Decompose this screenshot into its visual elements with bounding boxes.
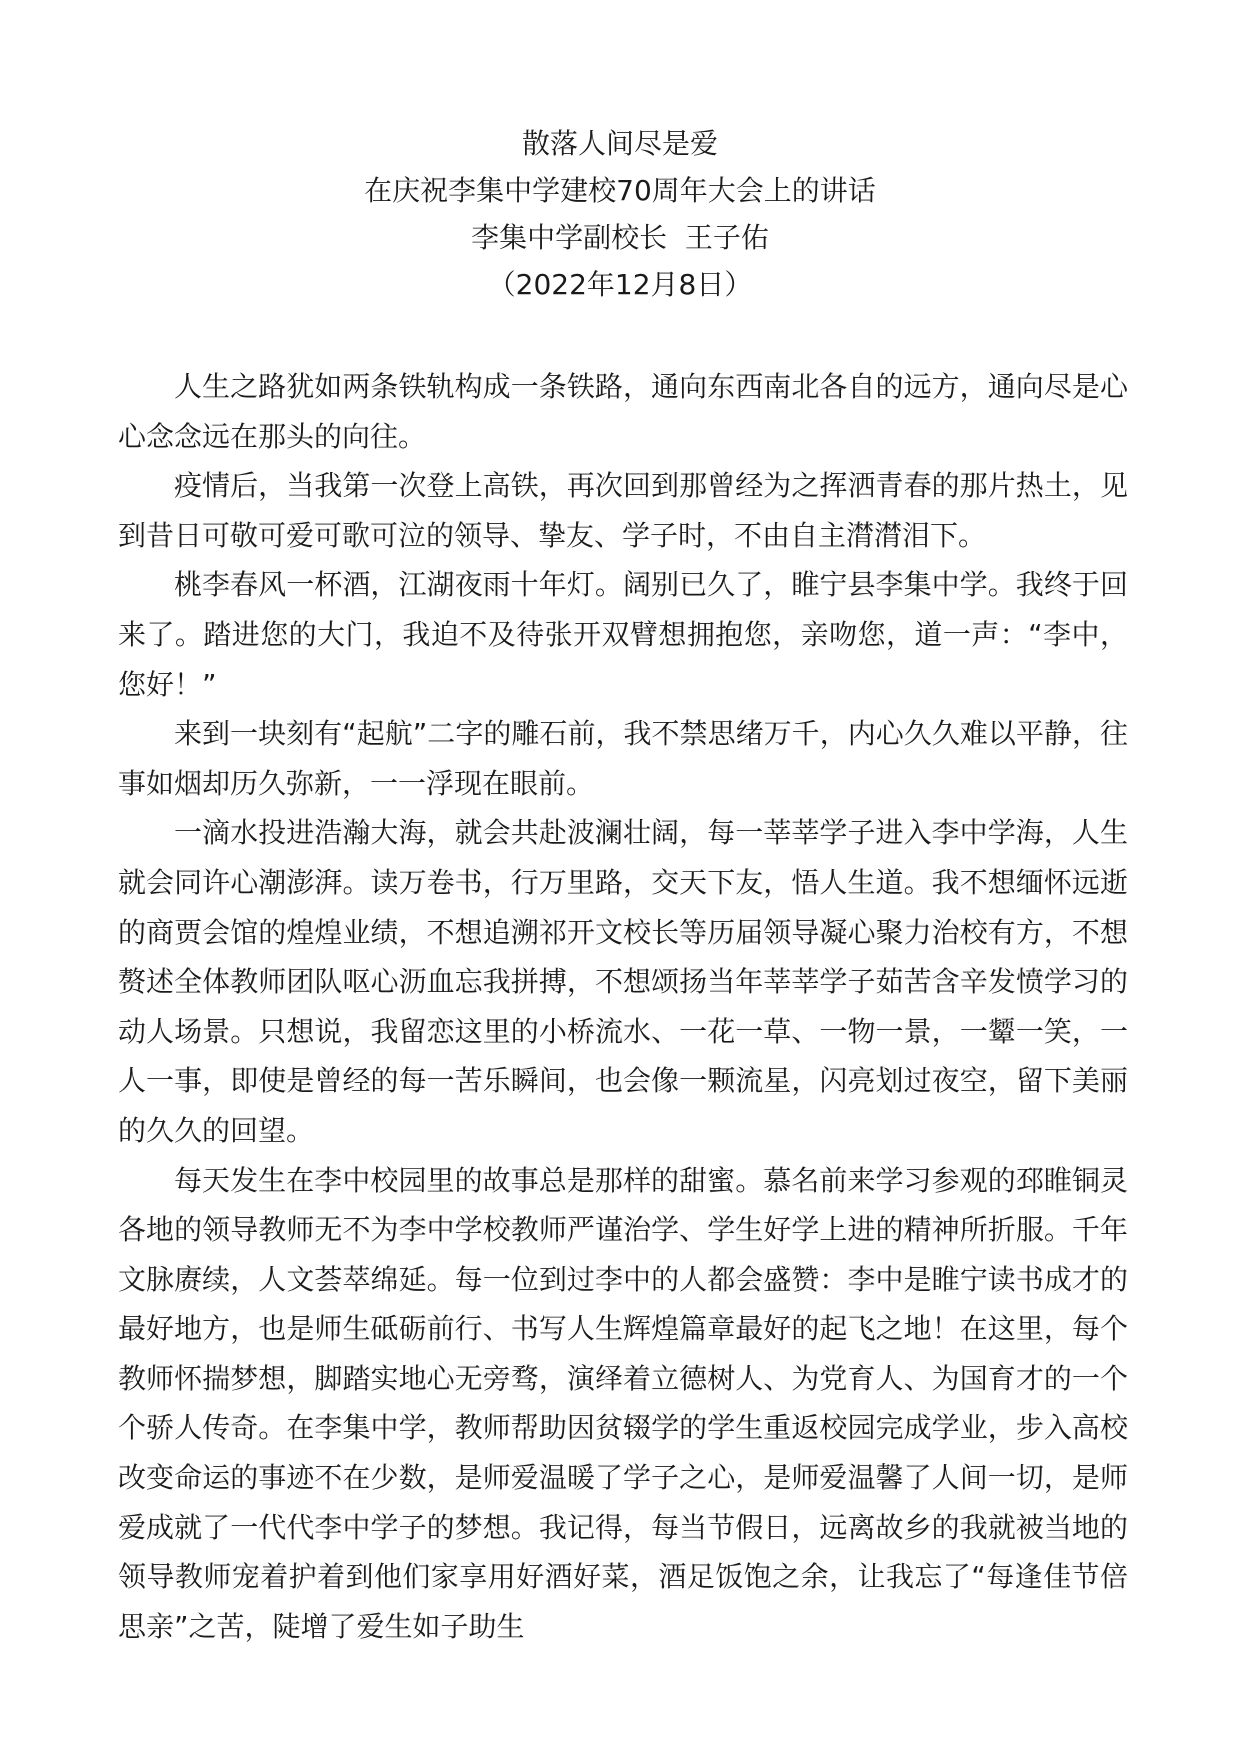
- document-title: 散落人间尽是爱: [521, 127, 718, 160]
- paragraph: 一滴水投进浩瀚大海，就会共赴波澜壮阔，每一莘莘学子进入李中学海，人生就会同许心潮澎湃。读万卷书，行万里路，交天下友，悟人生道。我不想缅怀远逝的商贾会馆的煌煌业绩，不想追溯祁开文校长等历届领导凝心聚力治校有方，不想赘述全体教师团队呕心沥血忘我拼搏，不想颂扬当年莘莘学子茹苦含辛发愤学习的动人场景。只想说，我留恋这里的小桥流水、一花一草、一物一景，一颦一笑，一人一事，即使是曾经的每一苦乐瞬间，也会像一颗流星，闪亮划过夜空，留下美丽的久久的回望。: [118, 816, 1128, 1147]
- paragraph: 每天发生在李中校园里的故事总是那样的甜蜜。慕名前来学习参观的邳睢铜灵各地的领导教师无不为李中学校教师严谨治学、学生好学上进的精神所折服。千年文脉赓续，人文荟萃绵延。每一位到过李中的人都会盛赞：李中是睢宁读书成才的最好地方，也是师生砥砺前行、书写人生辉煌篇章最好的起飞之地！在这里，每个教师怀揣梦想，脚踏实地心无旁骛，演绎着立德树人、为党育人、为国育才的一个个骄人传奇。在李集中学，教师帮助因贫辍学的学生重返校园完成学业，步入高校改变命运的事迹不在少数，是师爱温暖了学子之心，是师爱温馨了人间一切，是师爱成就了一代代李中学子的梦想。我记得，每当节假日，远离故乡的我就被当地的领导教师宠着护着到他们家享用好酒好菜，酒足饭饱之余，让我忘了“每逢佳节倍思亲”之苦，陡增了爱生如子助生: [118, 1163, 1128, 1643]
- paragraph: 人生之路犹如两条铁轨构成一条铁路，通向东西南北各自的远方，通向尽是心心念念远在那头的向往。: [118, 370, 1128, 453]
- paragraph: 桃李春风一杯酒，江湖夜雨十年灯。阔别已久了，睢宁县李集中学。我终于回来了。踏进您的大门，我迫不及待张开双臂想拥抱您，亲吻您，道一声：“李中，您好！”: [118, 568, 1128, 701]
- paragraph: 疫情后，当我第一次登上高铁，再次回到那曾经为之挥洒青春的那片热土，见到昔日可敬可爱可歌可泣的领导、挚友、学子时，不由自主潸潸泪下。: [118, 469, 1128, 552]
- document-subtitle: 在庆祝李集中学建校70周年大会上的讲话: [364, 174, 876, 207]
- paragraph: 来到一块刻有“起航”二字的雕石前，我不禁思绪万千，内心久久难以平静，往事如烟却历久弥新，一一浮现在眼前。: [118, 717, 1128, 800]
- document-date: （2022年12月8日）: [487, 268, 753, 301]
- document-body: [118, 362, 1128, 1651]
- document-author: 李集中学副校长 王子佑: [471, 221, 769, 254]
- document-header: [0, 120, 1240, 308]
